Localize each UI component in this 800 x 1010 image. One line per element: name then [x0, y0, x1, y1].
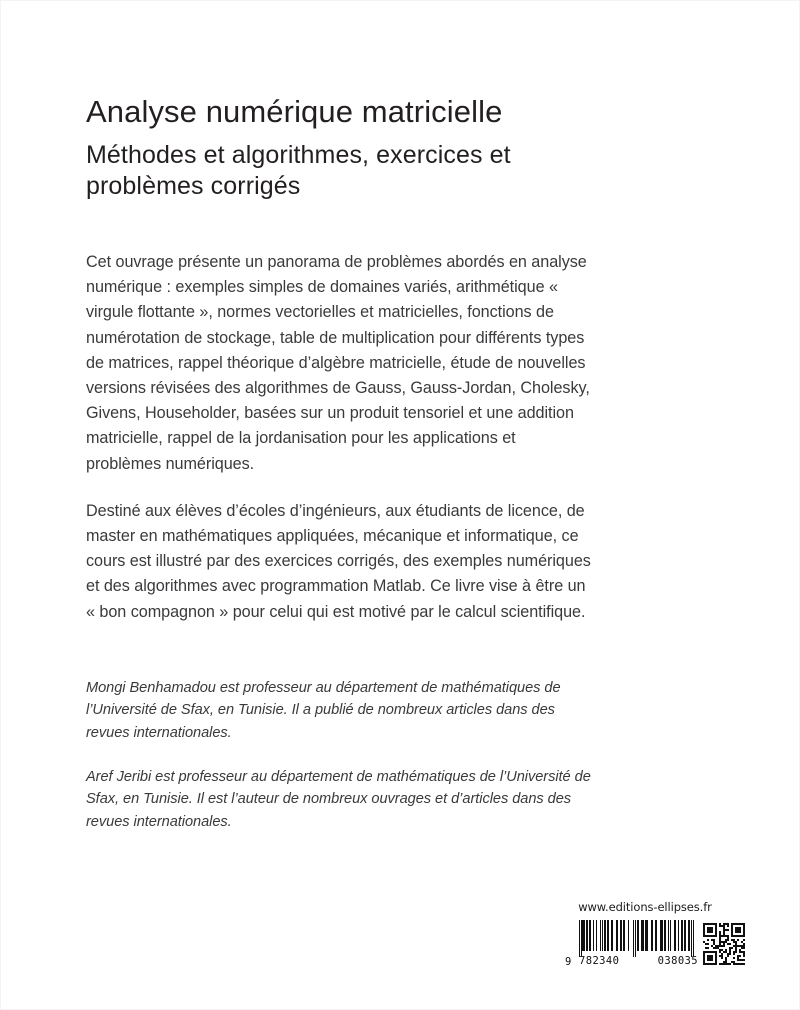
- description-paragraph: Cet ouvrage présente un panorama de problèmes abordés en analyse numérique : exemples simples de domaines variés, arithmétique « virgule flottante », normes vectorielles et matricielles, fonctions de numérotation de stockage, table de multiplication pour différents types de matrices, rappel théorique d’algèbre matricielle, étude de nouvelles versions révisées des algorithmes de Gauss, Gauss-Jordan, Cholesky, Givens, Householder, basées sur un produit tensoriel et une addition matricielle, rappel de la jordanisation pour les applications et problèmes numériques.: [86, 253, 590, 473]
- isbn-group-right: 038035: [657, 955, 698, 967]
- qr-code-icon: [703, 923, 745, 965]
- barcode-row: [565, 920, 745, 968]
- isbn-group-left: 782340: [579, 955, 620, 967]
- publisher-url[interactable]: www.editions-ellipses.fr: [578, 900, 712, 914]
- footer-block: [565, 900, 745, 968]
- cover-content: [86, 92, 592, 833]
- isbn-digits: [579, 956, 698, 968]
- description-block: [86, 250, 592, 625]
- barcode-bars: [579, 920, 698, 957]
- author-bio-block: [86, 677, 592, 833]
- author-bio: Aref Jeribi est professeur au département de mathématiques de l’Université de Sfax, en Tunisie. Il est l’auteur de nombreux ouvrages et d’articles dans des revues internationales.: [86, 769, 591, 830]
- isbn-barcode: [565, 920, 697, 968]
- description-paragraph: Destiné aux élèves d’écoles d’ingénieurs, aux étudiants de licence, de master en mathématiques appliquées, mécanique et informatique, ce cours est illustré par des exercices corrigés, des exemples numériques et des algorithmes avec programmation Matlab. Ce livre vise à être un « bon compagnon » pour celui qui est motivé par le calcul scientifique.: [86, 501, 591, 621]
- isbn-lead-digit: 9: [565, 956, 572, 968]
- author-bio: Mongi Benhamadou est professeur au département de mathématiques de l’Université de Sfax, en Tunisie. Il a publié de nombreux articles dans des revues internationales.: [86, 679, 561, 741]
- page-title: Analyse numérique matricielle: [86, 94, 503, 129]
- page-subtitle: Méthodes et algorithmes, exercices et problèmes corrigés: [86, 141, 511, 200]
